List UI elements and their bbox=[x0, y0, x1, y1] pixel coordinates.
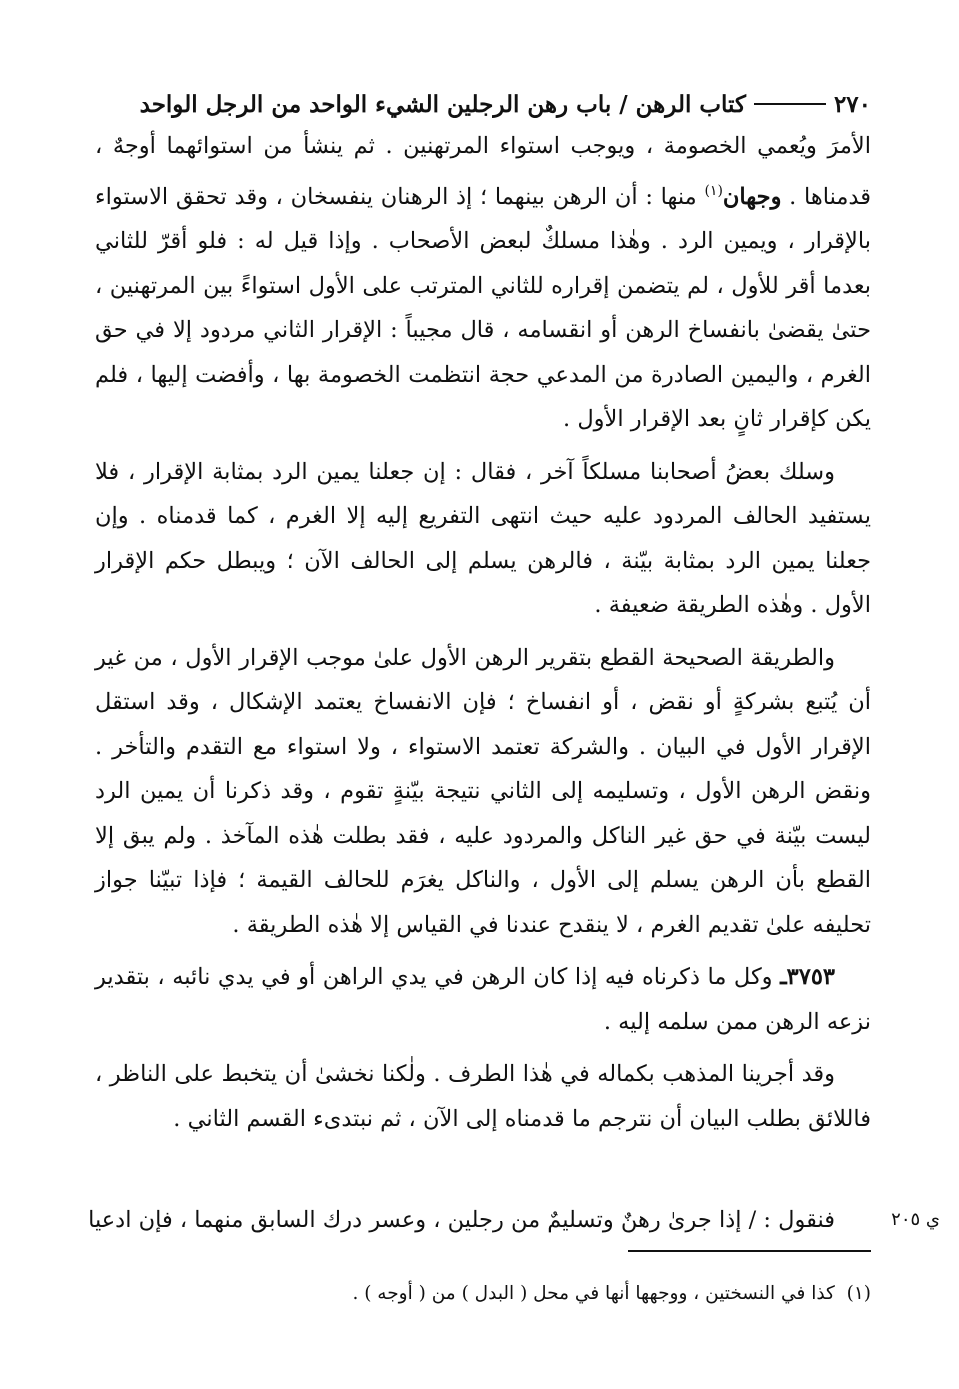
section-number: ٣٧٥٣ـ bbox=[780, 964, 836, 990]
footnote-separator bbox=[628, 1250, 871, 1252]
paragraph-gap bbox=[95, 628, 871, 636]
page-header bbox=[95, 84, 871, 124]
paragraph-gap bbox=[95, 442, 871, 450]
footnote-reference: (١) bbox=[704, 182, 723, 199]
running-title: كتاب الرهن / باب رهن الرجلين الشيء الواحد من الرجل الواحد bbox=[139, 90, 746, 118]
paragraph-gap bbox=[95, 1044, 871, 1052]
paragraph-gap bbox=[95, 947, 871, 955]
paragraph-1-part-2: منها : أن الرهن بينهما ؛ إذ الرهنان ينفسخان ، وقد تحقق الاستواء بالإقرار ، ويمين الرد . وهٰذا مسلكٌ لبعض الأصحاب . وإذا قيل له : فلو أقرّ للثاني بعدما أقر للأول ، لم يتضمن إقراره للثاني المترتب على الأول استواءً بين المرتهنين ، حتىٰ يقضىٰ بانفساخ الرهن أو انقسامه ، قال مجيباً : الإقرار الثاني مردود إلا في حق الغرم ، واليمين الصادرة من المدعي حجة انتظمت الخصومة بها ، وأفضت إليها ، فلم يكن كإقرار ثانٍ بعد الإقرار الأول . bbox=[95, 183, 871, 432]
paragraph-2: وسلك بعضُ أصحابنا مسلكاً آخر ، فقال : إن جعلنا يمين الرد بمثابة الإقرار ، فلا يستفيد الحالف المردود عليه حيث انتهى التفريع إليه إلا الغرم ، كما قدمناه . وإن جعلنا يمين الرد بمثابة بيّنة ، فالرهن يسلم إلى الحالف الآن ؛ ويبطل حكم الإقرار الأول . وهٰذه الطريقة ضعيفة . bbox=[95, 458, 871, 618]
footnote bbox=[95, 1278, 871, 1312]
header-rule bbox=[754, 103, 826, 105]
paragraph-6-text: فنقول : / إذا جرىٰ رهنٌ وتسليمٌ من رجلين ، وعسر درك السابق منهما ، فإن ادعيا bbox=[88, 1207, 835, 1233]
paragraph-4 bbox=[95, 955, 871, 1044]
paragraph-4-text: وكل ما ذكرناه فيه إذا كان الرهن في يدي الراهن أو في يدي نائبه ، بتقدير نزعه الرهن ممن سلمه إليه . bbox=[95, 964, 871, 1035]
paragraph-5: وقد أجرينا المذهب بكماله في هٰذا الطرف . ولٰكنا نخشىٰ أن يتخبط على الناظر ، فاللائق بطلب البيان أن نترجم ما قدمناه إلى الآن ، ثم نبتدىء القسم الثاني . bbox=[95, 1061, 871, 1132]
bold-term: وجهان bbox=[722, 183, 782, 210]
paragraph-1 bbox=[95, 124, 871, 442]
manuscript-folio-note: ي ٢٠٥ bbox=[891, 1209, 940, 1230]
main-text bbox=[95, 124, 871, 1141]
page-number: ٢٧٠ bbox=[833, 90, 871, 118]
paragraph-6 bbox=[88, 1198, 871, 1242]
footnote-text: كذا في النسختين ، ووجهها أنها في محل ( البدل ) من ( أوجه ) . bbox=[352, 1283, 835, 1304]
footnote-number: (١) bbox=[846, 1283, 871, 1304]
paragraph-1-part-1: الأمرَ ويُعمي الخصومة ، ويوجب استواء المرتهنين . ثم ينشأ من استوائهما أوجهٌ ، قدمناها . bbox=[95, 133, 872, 210]
paragraph-3: والطريقة الصحيحة القطع بتقرير الرهن الأول علىٰ موجب الإقرار الأول ، من غير أن يُتبع بشركةٍ أو نقض ، أو انفساخ ؛ فإن الانفساخ يعتمد الإشكال ، وقد استقل الإقرار الأول في البيان . والشركة تعتمد الاستواء ، ولا استواء مع التقدم والتأخر . ونقض الرهن الأول ، وتسليمه إلى الثاني نتيجة بيّنةٍ تقوم ، وقد ذكرنا أن يمين الرد ليست بيّنة في حق غير الناكل والمردود عليه ، فقد بطلت هٰذه المآخذ . ولم يبق إلا القطع بأن الرهن يسلم إلى الأول ، والناكل يغرَم للحالف القيمة ؛ فإذا تبيّنا جواز تحليفه علىٰ تقديم الغرم ، لا ينقدح عندنا في القياس إلا هٰذه الطريقة . bbox=[95, 644, 871, 938]
